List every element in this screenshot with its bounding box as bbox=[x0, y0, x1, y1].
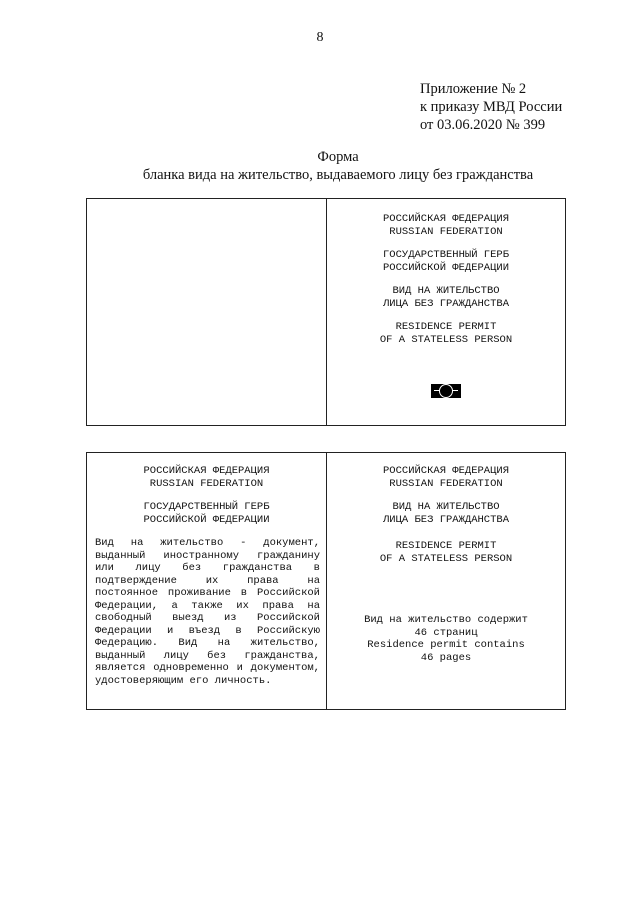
legal-note-paragraph bbox=[95, 537, 320, 687]
chip-circle bbox=[439, 384, 453, 398]
cover-spread bbox=[86, 198, 566, 426]
appendix-line-2: к приказу МВД России bbox=[420, 99, 563, 115]
country-name-ru: РОССИЙСКАЯ ФЕДЕРАЦИЯ bbox=[382, 213, 510, 225]
document-title-en-line-1: RESIDENCE PERMIT bbox=[395, 321, 497, 333]
legal-note-line: удостоверяющим его личность. bbox=[95, 674, 272, 687]
legal-note-line: или лицу без гражданства в bbox=[95, 562, 320, 574]
document-title-en-line-1: RESIDENCE PERMIT bbox=[395, 540, 497, 552]
page-count-en-line-2: 46 pages bbox=[420, 651, 472, 664]
inner-right-page bbox=[327, 453, 565, 709]
page-count-en-line-1: Residence permit contains bbox=[367, 639, 525, 651]
document-title-ru-line-2: ЛИЦА БЕЗ ГРАЖДАНСТВА bbox=[382, 513, 510, 526]
legal-note-line: Федерации и въезд в Российскую bbox=[95, 624, 320, 637]
country-block bbox=[327, 213, 565, 238]
emblem-line-1: ГОСУДАРСТВЕННЫЙ ГЕРБ bbox=[143, 501, 270, 513]
document-title-en-line-2: OF A STATELESS PERSON bbox=[379, 552, 513, 565]
form-title bbox=[0, 148, 640, 184]
emblem-line-2: РОССИЙСКОЙ ФЕДЕРАЦИИ bbox=[143, 513, 270, 526]
page-count-ru-line-1: Вид на жительство содержит bbox=[364, 614, 528, 626]
document-title-en bbox=[327, 321, 565, 346]
legal-note-line: Федерацию. Вид на жительство, bbox=[95, 637, 320, 649]
page-count-block bbox=[327, 614, 565, 664]
document-title-en-line-2: OF A STATELESS PERSON bbox=[379, 333, 513, 346]
document-title-ru bbox=[327, 501, 565, 526]
form-title-line-1: Форма bbox=[317, 149, 359, 165]
document-title-en bbox=[327, 540, 565, 565]
document-title-ru bbox=[327, 285, 565, 310]
document-title-ru-line-2: ЛИЦА БЕЗ ГРАЖДАНСТВА bbox=[382, 297, 510, 310]
cover-back-page bbox=[87, 199, 327, 425]
document-title-ru-line-1: ВИД НА ЖИТЕЛЬСТВО bbox=[392, 285, 500, 297]
appendix-reference bbox=[420, 80, 562, 134]
emblem-line-1: ГОСУДАРСТВЕННЫЙ ГЕРБ bbox=[382, 249, 510, 261]
inner-left-page bbox=[87, 453, 327, 709]
country-name-en: RUSSIAN FEDERATION bbox=[389, 477, 503, 490]
legal-note-line: постоянное проживание в Российской bbox=[95, 587, 320, 599]
legal-note-line: Федерации, а также их права на bbox=[95, 599, 320, 612]
country-block bbox=[87, 465, 326, 490]
legal-note-line: выданный лицу без гражданства, bbox=[95, 649, 320, 662]
legal-note-line: выданный иностранному гражданину bbox=[95, 549, 320, 562]
legal-note-line: свободный выезд из Российской bbox=[95, 612, 320, 624]
country-block bbox=[327, 465, 565, 490]
inner-spread bbox=[86, 452, 566, 710]
legal-note-line: Вид на жительство - документ, bbox=[95, 537, 320, 549]
form-title-line-2: бланка вида на жительство, выдаваемого лицу без гражданства bbox=[142, 167, 534, 183]
emblem-line-2: РОССИЙСКОЙ ФЕДЕРАЦИИ bbox=[382, 261, 510, 274]
country-name-en: RUSSIAN FEDERATION bbox=[149, 477, 264, 490]
cover-front-page bbox=[327, 199, 565, 425]
country-name-en: RUSSIAN FEDERATION bbox=[389, 225, 503, 238]
legal-note-line: подтверждение их права на bbox=[95, 574, 320, 587]
appendix-line-1: Приложение № 2 bbox=[420, 81, 527, 97]
country-name-ru: РОССИЙСКАЯ ФЕДЕРАЦИЯ bbox=[382, 465, 510, 477]
emblem-placeholder bbox=[87, 501, 326, 526]
legal-note-line: является одновременно и документом, bbox=[95, 662, 320, 674]
document-title-ru-line-1: ВИД НА ЖИТЕЛЬСТВО bbox=[392, 501, 500, 513]
page-count-ru-line-2: 46 страниц bbox=[414, 626, 478, 639]
emblem-placeholder bbox=[327, 249, 565, 274]
country-name-ru: РОССИЙСКАЯ ФЕДЕРАЦИЯ bbox=[143, 465, 270, 477]
spacer bbox=[327, 576, 565, 614]
biometric-chip-icon bbox=[431, 384, 461, 398]
page-number: 8 bbox=[316, 30, 324, 45]
appendix-line-3: от 03.06.2020 № 399 bbox=[420, 117, 546, 133]
